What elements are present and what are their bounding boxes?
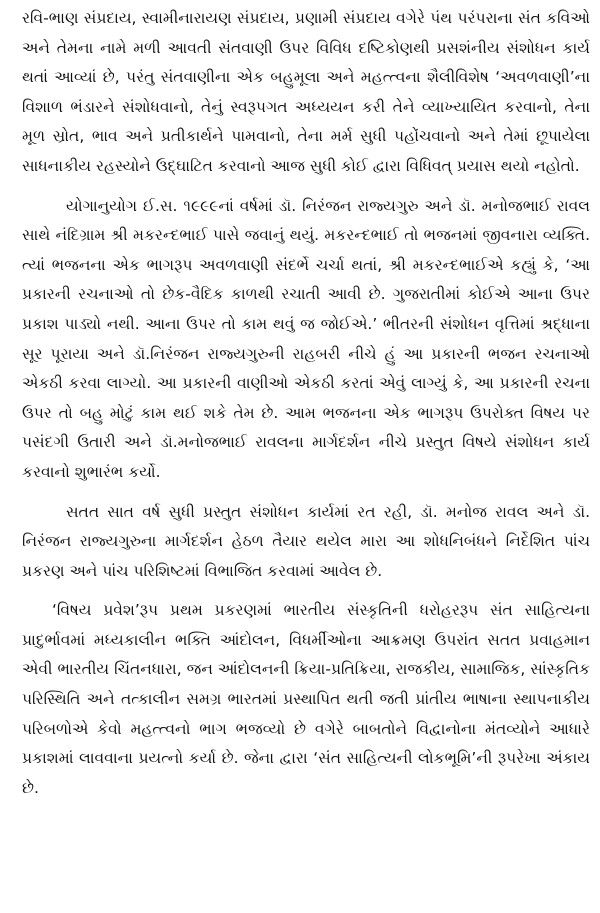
paragraph-chapter-one: ‘વિષય પ્રવેશ’રૂપ પ્રથમ પ્રકરણમાં ભારતીય સંસ્કૃતિની ધરોહરરૂપ સંત સાહિત્યના પ્રાદુર્ભાવમાં મધ્યકાલીન ભક્તિ આંદોલન, વિધર્મીઓના આક્રમણ ઉપરાંત સતત પ્રવાહમાન એવી ભારતીય ચિંતનધારા, જન આંદોલનની ક્રિયા-પ્રતિક્રિયા, રાજકીય, સામાજિક, સાંસ્કૃતિક પરિસ્થિતિ અને તત્કાલીન સમગ્ર ભારતમાં પ્રસ્થાપિત થતી જતી પ્રાંતીય ભાષાના સ્થાપનાકીય પરિબળોએ કેવો મહત્ત્વનો ભાગ ભજવ્યો છે વગેરે બાબતોને વિદ્વાનોના મંતવ્યોને આધારે પ્રકાશમાં લાવવાના પ્રયત્નો કર્યા છે. જેના દ્વારા ‘સંત સાહિત્યની લોકભૂમિ’ની રૂપરેખા અંકાય છે. — [22, 601, 590, 797]
paragraph-sampraday-intro: રવિ-ભાણ સંપ્રદાય, સ્વામીનારાયણ સંપ્રદાય, પ્રણામી સંપ્રદાય વગેરે પંથ પરંપરાના સંત કવિઓ અને તેમના નામે મળી આવતી સંતવાણી ઉપર વિવિધ દષ્ટિકોણથી પ્રસશંનીય સંશોધન કાર્ય થતાં આવ્યાં છે, પરંતુ સંતવાણીના એક બહુમૂલા અને મહત્ત્વના શૈલીવિશેષ ‘અવળવાણી’ના વિશાળ ભંડારને સંશોધવાનો, તેનું સ્વરૂપગત અધ્યયન કરી તેને વ્યાખ્યાયિત કરવાનો, તેના મૂળ સ્રોત, ભાવ અને પ્રતીકાર્થને પામવાનો, તેના મર્મ સુધી પહોંચવાનો અને તેમાં છૂપાયેલા સાધનાકીય રહસ્યોને ઉદ્ઘાટિત કરવાનો આજ સુધી કોઈ દ્વારા વિધિવત્ પ્રયાસ થયો નહોતો. — [22, 9, 590, 175]
paragraph-research-origin: યોગાનુયોગ ઈ.સ. ૧૯૯૯નાં વર્ષમાં ડૉ. નિરંજન રાજ્યગુરુ અને ડૉ. મનોજભાઈ રાવલ સાથે નંદિગ્રામ શ્રી મકરન્દભાઈ પાસે જવાનું થયું. મકરન્દભાઈ તો ભજનમાં જીવનારા વ્યક્તિ. ત્યાં ભજનના એક ભાગરૂપ અવળવાણી સંદર્ભે ચર્ચા થતાં, શ્રી મકરન્દભાઈએ કહ્યું કે, ‘આ પ્રકારની રચનાઓ તો છેક-વૈદિક કાળથી રચાતી આવી છે. ગુજરાતીમાં કોઈએ આના ઉપર પ્રકાશ પાડ્યો નથી. આના ઉપર તો કામ થવું જ જોઈએ.’ ભીતરની સંશોધન વૃત્તિમાં શ્રદ્ધાના સૂર પૂરાયા અને ડૉ.નિરંજન રાજ્યગુરુની રાહબરી નીચે હું આ પ્રકારની ભજન રચનાઓ એકઠી કરવા લાગ્યો. આ પ્રકારની વાણીઓ એકઠી કરતાં એવું લાગ્યું કે, આ પ્રકારની રચના ઉપર તો બહુ મોટું કામ થઈ શકે તેમ છે. આમ ભજનના એક ભાગરૂપ ઉપરોક્ત વિષય પર પસંદગી ઉતારી અને ડૉ.મનોજભાઈ રાવલના માર્ગદર્શન નીચે પ્રસ્તુત વિષયે સંશોધન કાર્ય કરવાનો શુભારંભ કર્યો. — [22, 196, 590, 481]
paragraph-thesis-structure: સતત સાત વર્ષ સુધી પ્રસ્તુત સંશોધન કાર્યમાં રત રહી, ડૉ. મનોજ રાવલ અને ડૉ. નિરંજન રાજ્યગુરુના માર્ગદર્શન હેઠળ તૈયાર થયેલ મારા આ શોધનિબંધને નિર્દેશિત પાંચ પ્રકરણ અને પાંચ પરિશિષ્ટમાં વિભાજિત કરવામાં આવેલ છે. — [22, 502, 590, 580]
